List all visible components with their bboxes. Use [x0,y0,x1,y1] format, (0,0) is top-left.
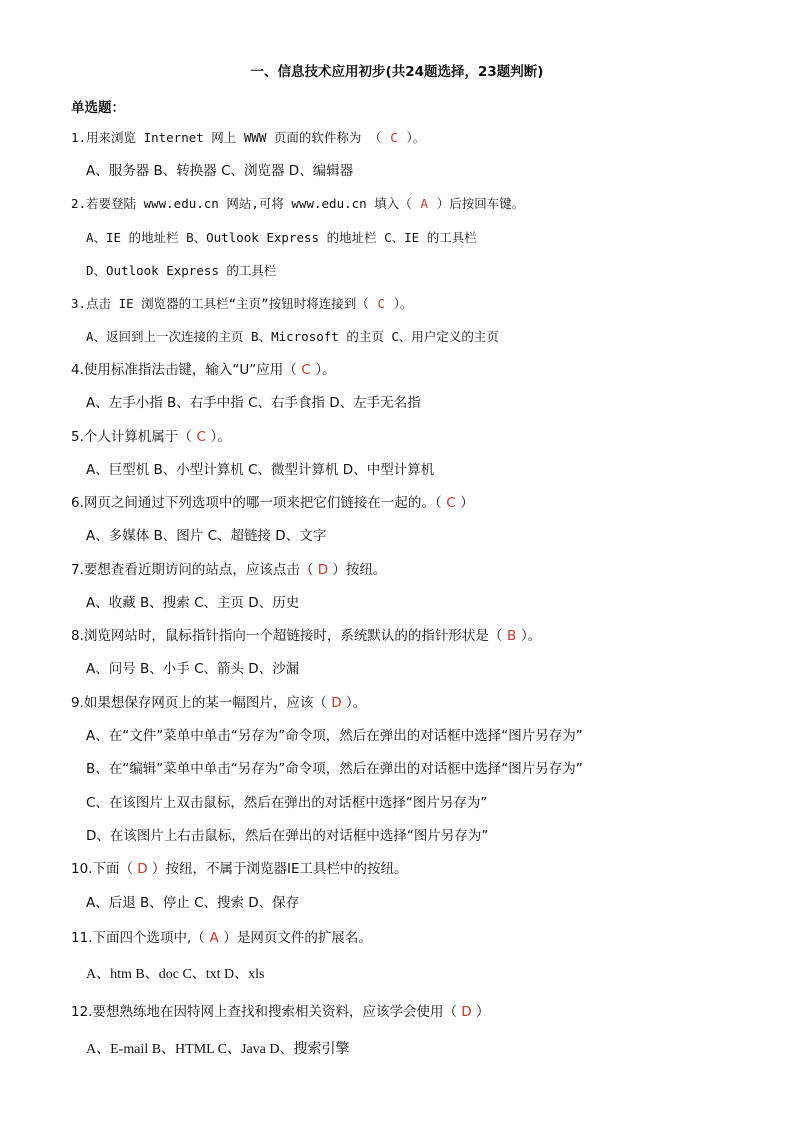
question-6-text-end: ） [460,495,474,511]
question-5-answer: C [196,429,206,445]
question-11 [71,929,372,947]
question-8-text-end: ）。 [520,628,542,644]
question-2-text: 2.若要登陆 www.edu.cn 网站,可将 www.edu.cn 填入（ [71,196,412,211]
question-9-text-end: ）。 [345,695,367,711]
question-2-text-end: ）后按回车键。 [436,196,525,211]
question-5-text: 5.个人计算机属于（ [71,429,192,445]
question-9-option-d: D、在该图片上右击鼠标，然后在弹出的对话框中选择“图片另存为” [86,828,489,844]
question-12-answer: D [461,1004,472,1020]
question-5 [71,428,231,446]
document-title: 一、信息技术应用初步(共24题选择，23题判断) [250,64,544,80]
question-8-text: 8.浏览网站时，鼠标指针指向一个超链接时，系统默认的的指针形状是（ [71,628,503,644]
question-7-text-end: ）按纽。 [332,562,387,578]
question-10 [71,860,408,878]
question-9-option-c: C、在该图片上双击鼠标，然后在弹出的对话框中选择“图片另存为” [86,795,488,811]
question-11-text-end: ）是网页文件的扩展名。 [223,930,372,946]
question-6-options: A、多媒体 B、图片 C、超链接 D、文字 [86,528,327,544]
question-12 [71,1003,489,1021]
question-3-text-end: ）。 [393,296,413,311]
question-10-options: A、后退 B、停止 C、搜索 D、保存 [86,895,300,911]
question-11-text: 11.下面四个选项中,（ [71,930,205,946]
question-11-answer: A [209,930,219,946]
question-3-answer: C [377,296,386,311]
question-9 [71,694,366,712]
question-10-answer: D [137,861,148,877]
question-9-option-b: B、在“编辑”菜单中单击“另存为”命令项，然后在弹出的对话框中选择“图片另存为” [86,761,583,777]
question-3-text: 3.点击 IE 浏览器的工具栏“主页”按钮时将连接到（ [71,296,369,311]
question-12-options: A、E-mail B、HTML C、Java D、搜索引擎 [86,1042,350,1057]
question-7-answer: D [317,562,329,578]
question-12-text-end: ） [475,1004,490,1020]
question-1-options: A、服务器 B、转换器 C、浏览器 D、编辑器 [86,163,354,179]
question-8 [71,627,541,645]
question-1-text-end: ）。 [406,130,426,145]
question-9-option-a: A、在“文件”菜单中单击“另存为”命令项，然后在弹出的对话框中选择“图片另存为” [86,728,583,744]
question-11-options: A、htm B、doc C、txt D、xls [86,967,265,982]
question-1 [71,129,425,147]
question-9-answer: D [331,695,342,711]
question-4-text: 4.使用标准指法击键，输入“U”应用（ [71,362,297,378]
question-2-options-line-2: D、Outlook Express 的工具栏 [86,263,277,278]
question-7 [71,561,386,579]
question-2 [71,195,524,213]
question-5-text-end: ）。 [210,429,231,445]
question-4 [71,361,336,379]
question-10-text: 10.下面（ [71,861,133,877]
question-8-answer: B [507,628,517,644]
question-10-text-end: ）按纽，不属于浏览器IE工具栏中的按纽。 [151,861,408,877]
question-5-options: A、巨型机 B、小型计算机 C、微型计算机 D、中型计算机 [86,462,435,478]
question-1-text: 1.用来浏览 Internet 网上 WWW 页面的软件称为 （ [71,130,382,145]
question-6-answer: C [446,495,456,511]
question-4-answer: C [301,362,311,378]
question-6 [71,494,474,512]
question-2-options-line-1: A、IE 的地址栏 B、Outlook Express 的地址栏 C、IE 的工具栏 [86,230,477,245]
question-4-text-end: ）。 [315,362,336,378]
question-4-options: A、左手小指 B、右手中指 C、右手食指 D、左手无名指 [86,395,421,411]
question-7-text: 7.要想查看近期访问的站点，应该点击（ [71,562,314,578]
question-2-answer: A [420,196,428,211]
question-6-text: 6.网页之间通过下列选项中的哪一项来把它们链接在一起的。（ [71,495,442,511]
question-3-options: A、返回到上一次连接的主页 B、Microsoft 的主页 C、用户定义的主页 [86,329,499,344]
question-7-options: A、收藏 B、搜索 C、主页 D、历史 [86,595,300,611]
question-12-text: 12.要想熟练地在因特网上查找和搜索相关资料，应该学会使用（ [71,1004,457,1020]
section-heading: 单选题： [71,100,125,116]
question-1-answer: C [390,130,398,145]
question-9-text: 9.如果想保存网页上的某一幅图片，应该（ [71,695,327,711]
question-3 [71,295,413,313]
question-8-options: A、问号 B、小手 C、箭头 D、沙漏 [86,661,300,677]
